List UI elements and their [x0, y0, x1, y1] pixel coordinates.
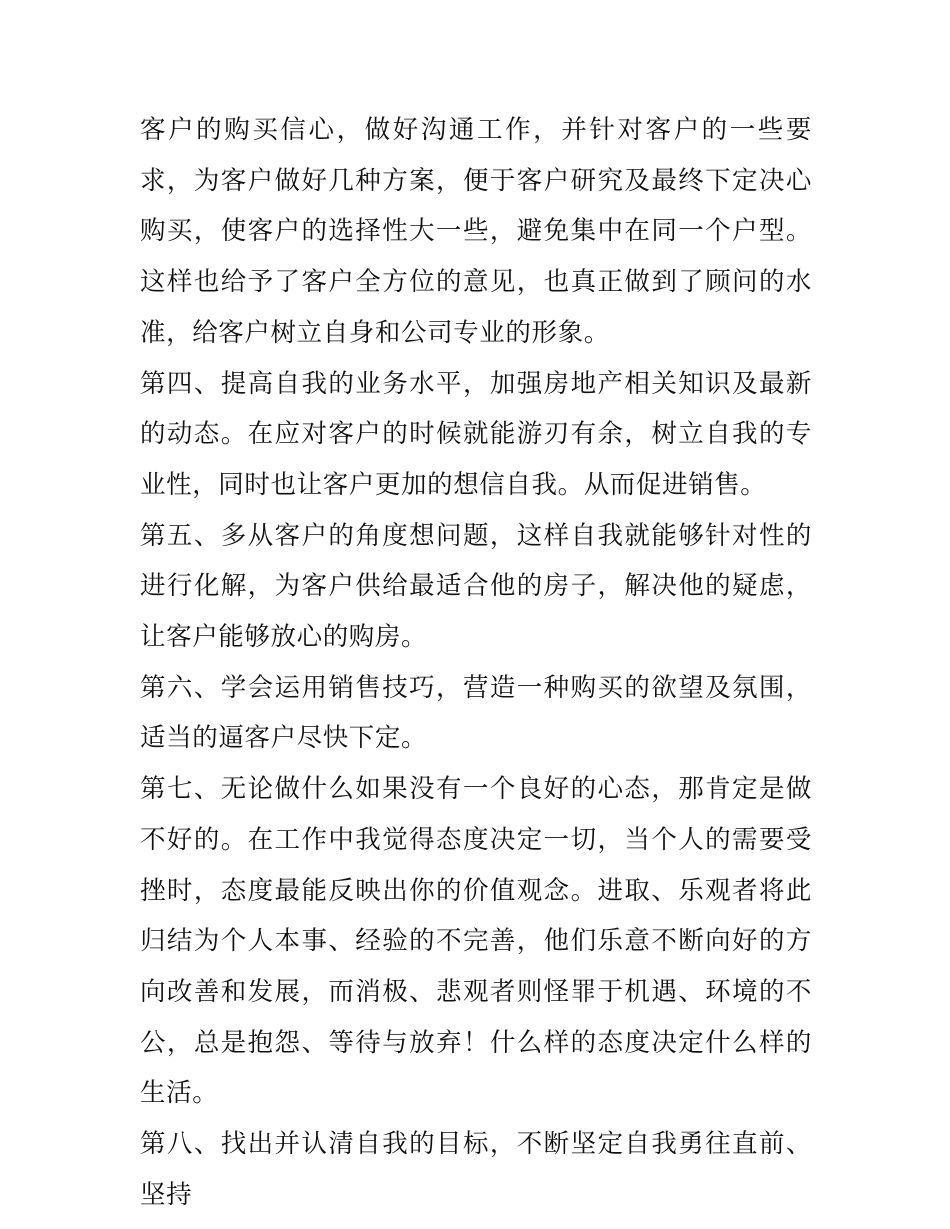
- document-body: [140, 105, 812, 1220]
- paragraph-point-five: 第五、多从客户的角度想问题，这样自我就能够针对性的进行化解，为客户供给最适合他的房子，解决他的疑虑，让客户能够放心的购房。: [140, 520, 812, 653]
- paragraph-point-seven: 第七、无论做什么如果没有一个良好的心态，那肯定是做不好的。在工作中我觉得态度决定一切，当个人的需要受挫时，态度最能反映出你的价值观念。进取、乐观者将此归结为个人本事、经验的不完善，他们乐意不断向好的方向改善和发展，而消极、悲观者则怪罪于机遇、环境的不公，总是抱怨、等待与放弃！什么样的态度决定什么样的生活。: [140, 774, 812, 1109]
- paragraph-customer-confidence: 客户的购买信心，做好沟通工作，并针对客户的一些要求，为客户做好几种方案，便于客户研究及最终下定决心购买，使客户的选择性大一些，避免集中在同一个户型。这样也给予了客户全方位的意见，也真正做到了顾问的水准，给客户树立自身和公司专业的形象。: [140, 115, 812, 348]
- paragraph-point-six: 第六、学会运用销售技巧，营造一种购买的欲望及氛围，适当的逼客户尽快下定。: [140, 672, 812, 754]
- paragraph-point-eight: 第八、找出并认清自我的目标，不断坚定自我勇往直前、坚持: [140, 1129, 812, 1210]
- paragraph-point-four: 第四、提高自我的业务水平，加强房地产相关知识及最新的动态。在应对客户的时候就能游刃有余，树立自我的专业性，同时也让客户更加的想信自我。从而促进销售。: [140, 368, 812, 500]
